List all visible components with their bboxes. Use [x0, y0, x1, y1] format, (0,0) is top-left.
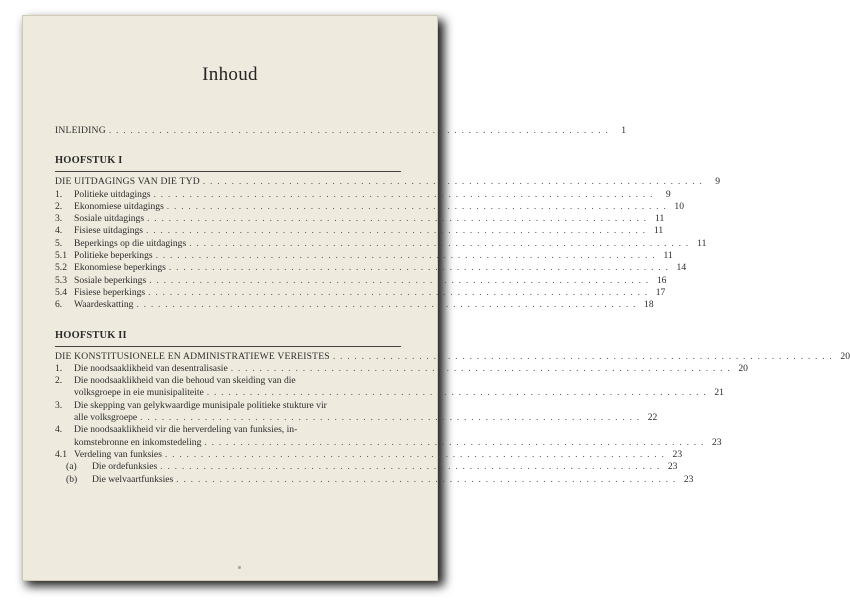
chapter-rule	[55, 346, 401, 347]
toc-entry	[55, 412, 658, 424]
entry-label: volksgroepe in eie munisipaliteite	[74, 387, 204, 399]
entry-label: Die noodsaaklikheid van die behoud van skeiding van die	[74, 375, 296, 387]
entry-label: Die noodsaaklikheid vir die herverdeling van funksies, in-	[74, 424, 298, 436]
entry-label: Die ordefunksies	[92, 461, 158, 473]
toc-entry	[55, 362, 748, 375]
toc-entry	[55, 461, 678, 473]
book-page	[22, 15, 850, 581]
chapter-heading: HOOFSTUK I	[55, 155, 123, 167]
entry-label: Ekonomiese beperkings	[74, 262, 166, 274]
page-number: 11	[697, 237, 707, 249]
page-number: 11	[655, 213, 665, 225]
entry-label: Verdeling van funksies	[74, 448, 162, 460]
toc-entry	[55, 424, 401, 436]
entry-label: Ekonomiese uitdagings	[74, 200, 164, 212]
dot-leader: . . . . . . . . . . . . . . . . . . . . . . . . . . . . . . . . . . . . . . . . . . . . . . . . . . . . . . . . . . . . . . . . . . . . . .	[148, 286, 649, 298]
dot-leader: . . . . . . . . . . . . . . . . . . . . . . . . . . . . . . . . . . . . . . . . . . . . . . . . . . . . . . . . . . . . . . . . . . . . . .	[153, 188, 654, 200]
table-of-contents	[55, 125, 850, 486]
page-number: 18	[644, 299, 654, 311]
chapter-heading: HOOFSTUK II	[55, 329, 127, 341]
page-number: 9	[715, 176, 721, 188]
toc-entry	[55, 473, 694, 486]
dot-leader: . . . . . . . . . . . . . . . . . . . . . . . . . . . . . . . . . . . . . . . . . . . . . . . . . . . . . . . . . . . . . . . . . . . . . .	[166, 200, 667, 212]
dot-leader: . . . . . . . . . . . . . . . . . . . . . . . . . . . . . . . . . . . . . . . . . . . . . . . . . . . . . . . . . . . . . . . . . . . . . .	[202, 176, 704, 188]
entry-number: 4.	[55, 225, 63, 237]
page-number: 22	[647, 412, 658, 424]
page-number: 1	[621, 125, 627, 136]
page-number: 11	[653, 225, 664, 237]
dot-leader: . . . . . . . . . . . . . . . . . . . . . . . . . . . . . . . . . . . . . . . . . . . . . . . . . . . . . . . . . . . . . . . . . . . . . .	[136, 299, 637, 311]
toc-entry-intro	[55, 125, 627, 137]
entry-label: alle volksgroepe	[74, 412, 138, 424]
entry-label: Fisiese beperkings	[74, 286, 146, 298]
dot-leader: . . . . . . . . . . . . . . . . . . . . . . . . . . . . . . . . . . . . . . . . . . . . . . . . . . . . . . . . . . . . . . . . . . . . . .	[164, 448, 666, 460]
entry-number: 4.	[55, 424, 63, 436]
page-number: 20	[840, 350, 850, 362]
toc-entry	[55, 237, 707, 250]
chapter-rule	[55, 171, 401, 172]
page-number: 10	[674, 200, 684, 212]
entry-label: komstebronne en inkomstedeling	[74, 436, 202, 448]
entry-number: 5.1	[55, 250, 67, 262]
spacer	[55, 312, 401, 330]
dot-leader: . . . . . . . . . . . . . . . . . . . . . . . . . . . . . . . . . . . . . . . . . . . . . . . . . . . . . . . . . . . . . . . . . . . . . .	[189, 237, 690, 249]
toc-entry	[55, 274, 667, 287]
toc-chapter-title	[55, 176, 721, 188]
entry-number: 3.	[55, 213, 63, 225]
dot-leader: . . . . . . . . . . . . . . . . . . . . . . . . . . . . . . . . . . . . . . . . . . . . . . . . . . . . . . . . . . . . . . . . . . . . . .	[168, 262, 670, 274]
toc-entry	[55, 375, 401, 387]
toc-entry	[55, 286, 666, 299]
entry-number: 5.3	[55, 274, 67, 286]
dot-leader: . . . . . . . . . . . . . . . . . . . . . . . . . . . . . . . . . . . . . . . . . . . . . . . . . . . . . . . . . . . . . . . . . . . . . .	[149, 274, 650, 286]
entry-label: Die skepping van gelykwaardige munisipale politieke stukture vir	[74, 399, 327, 411]
page-number: 17	[655, 286, 666, 298]
page-number: 21	[714, 387, 724, 399]
entry-label: DIE UITDAGINGS VAN DIE TYD	[55, 176, 200, 188]
entry-number: 5.2	[55, 262, 67, 274]
entry-number: 3.	[55, 399, 63, 411]
entry-label: Waardeskatting	[74, 299, 134, 311]
dot-leader: . . . . . . . . . . . . . . . . . . . . . . . . . . . . . . . . . . . . . . . . . . . . . . . . . . . . . . . . . . . . . . . . . . . . . .	[160, 461, 661, 473]
entry-label: INLEIDING	[55, 125, 106, 136]
toc-entry	[55, 448, 683, 461]
entry-number: 2.	[55, 200, 63, 212]
dot-leader: . . . . . . . . . . . . . . . . . . . . . . . . . . . . . . . . . . . . . . . . . . . . . . . . . . . . . . . . . . . . . . . . . . . . . .	[230, 362, 731, 374]
page-number: 11	[663, 250, 673, 262]
entry-number: 1.	[55, 188, 63, 200]
page-speck	[238, 566, 241, 569]
page-number: 14	[676, 262, 687, 274]
toc-entry	[55, 225, 664, 237]
page-number: 16	[656, 274, 667, 286]
dot-leader: . . . . . . . . . . . . . . . . . . . . . . . . . . . . . . . . . . . . . . . . . . . . . . . . . . . . . . . . . . . . . . . . . . . . . .	[332, 350, 834, 362]
dot-leader: . . . . . . . . . . . . . . . . . . . . . . . . . . . . . . . . . . . . . . . . . . . . . . . . . . . . . . . . . . . . . . . . . . . . . .	[204, 436, 705, 448]
page-number: 23	[683, 473, 694, 485]
entry-label: Die noodsaaklikheid van desentralisasie	[74, 362, 228, 374]
page-title: Inhoud	[202, 64, 258, 85]
page-number: 23	[667, 461, 678, 473]
entry-number: 6.	[55, 299, 63, 311]
toc-chapter-title	[55, 350, 850, 363]
dot-leader: . . . . . . . . . . . . . . . . . . . . . . . . . . . . . . . . . . . . . . . . . . . . . . . . . . . . . . . . . . . . . . . . . . . . . .	[146, 225, 647, 237]
toc-entry	[55, 400, 401, 412]
page-number: 23	[672, 448, 683, 460]
toc-entry	[55, 213, 665, 225]
dot-leader: . . . . . . . . . . . . . . . . . . . . . . . . . . . . . . . . . . . . . . . . . . . . . . . . . . . . . . . . . . . . . . . . . . . . . .	[176, 473, 677, 485]
dot-leader: . . . . . . . . . . . . . . . . . . . . . . . . . . . . . . . . . . . . . . . . . . . . . . . . . . . . . . . . . . . . . . . . . . . . . .	[147, 213, 648, 225]
entry-number: (a)	[66, 461, 77, 473]
dot-leader: . . . . . . . . . . . . . . . . . . . . . . . . . . . . . . . . . . . . . . . . . . . . . . . . . . . . . . . . . . . . . . . . . . . . . .	[206, 387, 707, 399]
toc-entry	[55, 299, 654, 311]
toc-entry	[55, 436, 722, 449]
entry-label: Die welvaartfunksies	[92, 473, 174, 485]
page-number: 9	[665, 188, 671, 200]
entry-label: Fisiese uitdagings	[74, 225, 144, 237]
entry-number: 2.	[55, 375, 63, 387]
page-number: 23	[711, 436, 722, 448]
toc-entry	[55, 262, 687, 274]
entry-label: Politieke uitdagings	[74, 188, 151, 200]
entry-label: DIE KONSTITUSIONELE EN ADMINISTRATIEWE VEREISTES	[55, 350, 330, 362]
entry-number: 1.	[55, 362, 63, 374]
page-number: 20	[738, 362, 748, 374]
toc-entry	[55, 200, 684, 213]
entry-number: (b)	[66, 473, 78, 485]
spacer	[55, 137, 401, 155]
toc-entry	[55, 250, 673, 262]
dot-leader: . . . . . . . . . . . . . . . . . . . . . . . . . . . . . . . . . . . . . . . . . . . . . . . . . . . . . . . . . . . . . . . . . . . . . .	[108, 125, 610, 136]
entry-number: 4.1	[55, 448, 67, 460]
entry-number: 5.	[55, 237, 63, 249]
entry-label: Beperkings op die uitdagings	[74, 237, 187, 249]
dot-leader: . . . . . . . . . . . . . . . . . . . . . . . . . . . . . . . . . . . . . . . . . . . . . . . . . . . . . . . . . . . . . . . . . . . . . .	[155, 250, 656, 262]
entry-label: Sosiale uitdagings	[74, 213, 145, 225]
toc-entry	[55, 188, 671, 201]
entry-label: Sosiale beperkings	[74, 274, 147, 286]
dot-leader: . . . . . . . . . . . . . . . . . . . . . . . . . . . . . . . . . . . . . . . . . . . . . . . . . . . . . . . . . . . . . . . . . . . . . .	[140, 412, 641, 424]
entry-number: 5.4	[55, 286, 67, 298]
toc-entry	[55, 387, 724, 399]
entry-label: Politieke beperkings	[74, 250, 153, 262]
